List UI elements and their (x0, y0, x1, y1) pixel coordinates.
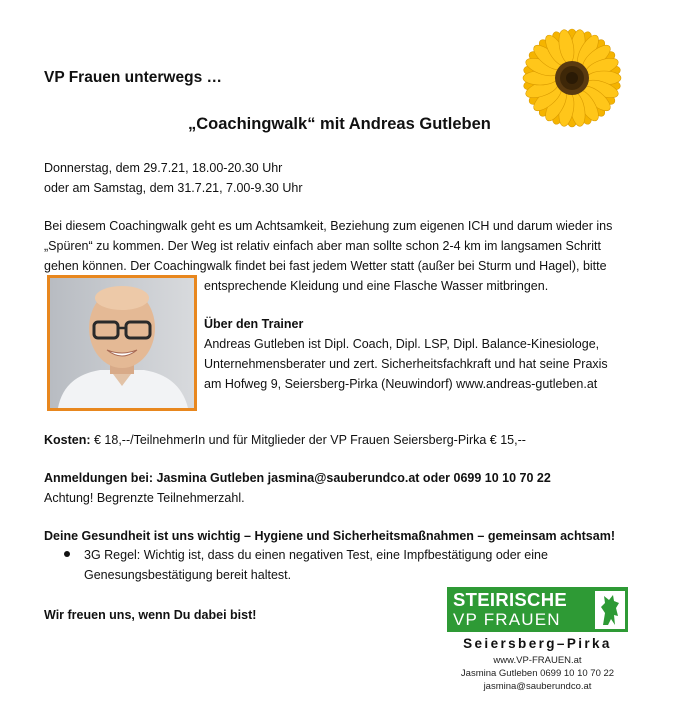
trainer-line: Unternehmensberater und zert. Sicherheitsfachkraft und hat seine Praxis (204, 357, 608, 371)
registration-section (44, 468, 551, 508)
contact-website: www.VP-FRAUEN.at (493, 655, 582, 666)
vp-frauen-logo (447, 587, 628, 632)
bullet-icon (64, 551, 70, 557)
date-line: Donnerstag, dem 29.7.21, 18.00-20.30 Uhr (44, 161, 283, 175)
costs-text: € 18,--/TeilnehmerIn und für Mitglieder der VP Frauen Seiersberg-Pirka € 15,-- (90, 433, 526, 447)
costs-label: Kosten: (44, 433, 91, 447)
trainer-line: am Hofweg 9, Seiersberg-Pirka (Neuwindorf) www.andreas-gutleben.at (204, 377, 598, 391)
sunflower-icon (520, 26, 624, 130)
logo-line1: STEIRISCHE (453, 589, 568, 610)
rule-line: Genesungsbestätigung bereit haltest. (84, 568, 292, 582)
contact-email: jasmina@sauberundco.at (483, 681, 592, 692)
trainer-title: Über den Trainer (204, 317, 304, 331)
date-line: oder am Samstag, dem 31.7.21, 7.00-9.30 Uhr (44, 181, 303, 195)
trainer-photo (47, 275, 197, 411)
event-title: „Coachingwalk“ mit Andreas Gutleben (188, 115, 491, 133)
registration-line: Anmeldungen bei: Jasmina Gutleben jasmina@sauberundco.at oder 0699 10 10 70 22 (44, 471, 551, 485)
logo-line2: VP FRAUEN (453, 610, 561, 629)
page-heading: VP Frauen unterwegs … (44, 69, 223, 86)
costs-line (44, 430, 526, 450)
contact-phone: Jasmina Gutleben 0699 10 10 70 22 (460, 668, 615, 679)
local-chapter-name: Seiersberg–Pirka (463, 636, 612, 651)
event-dates (44, 158, 302, 198)
intro-line: entsprechende Kleidung und eine Flasche Wasser mitbringen. (204, 279, 549, 293)
registration-note: Achtung! Begrenzte Teilnehmerzahl. (44, 491, 245, 505)
health-title: Deine Gesundheit ist uns wichtig – Hygiene und Sicherheitsmaßnahmen – gemeinsam achtsam! (44, 529, 615, 543)
trainer-section (204, 314, 608, 394)
trainer-line: Andreas Gutleben ist Dipl. Coach, Dipl. LSP, Dipl. Balance-Kinesiologe, (204, 337, 600, 351)
intro-line: Bei diesem Coachingwalk geht es um Achtsamkeit, Beziehung zum eigenen ICH und darum wieder ins (44, 219, 613, 233)
steiermark-panther-icon (595, 591, 625, 629)
intro-line: „Spüren“ zu kommen. Der Weg ist relativ einfach aber man sollte schon 2-4 km im langsamen Schritt (44, 239, 601, 253)
intro-line: gehen können. Der Coachingwalk findet bei fast jedem Wetter statt (außer bei Sturm und Hagel), bitte (44, 259, 607, 273)
health-rule (84, 545, 548, 585)
rule-line: 3G Regel: Wichtig ist, dass du einen negativen Test, eine Impfbestätigung oder eine (84, 548, 548, 562)
closing-line: Wir freuen uns, wenn Du dabei bist! (44, 608, 257, 622)
